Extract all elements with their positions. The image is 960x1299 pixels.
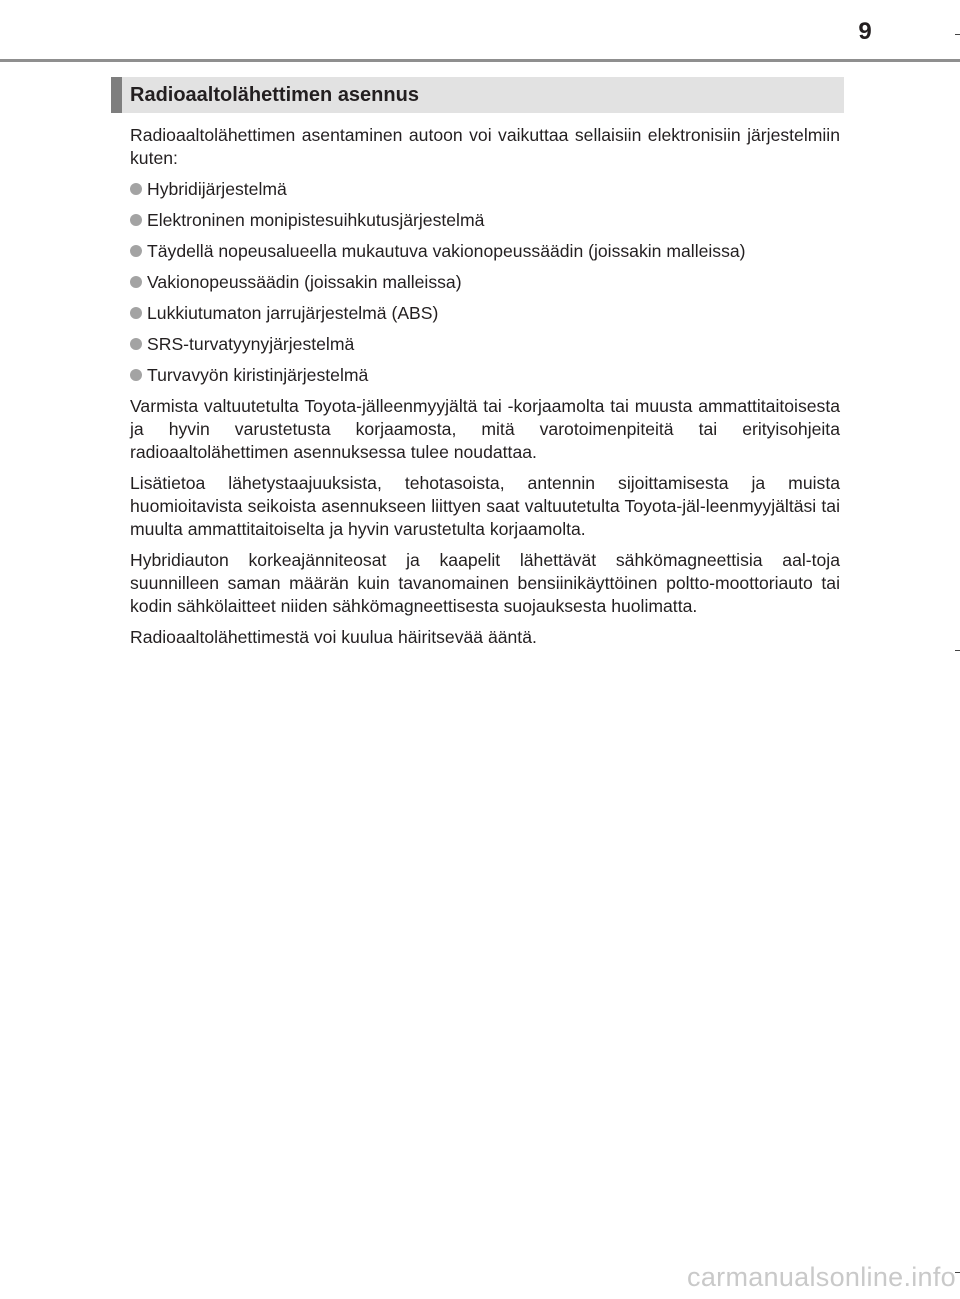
bullet-dot-icon [130, 245, 142, 257]
bullet-dot-icon [130, 214, 142, 226]
list-item [130, 333, 840, 356]
watermark: carmanualsonline.info [687, 1262, 956, 1292]
list-item [130, 240, 840, 263]
body-paragraph: Lisätietoa lähetystaajuuksista, tehotasoista, antennin sijoittamisesta ja muista huomioitavista seikoista asennukseen liittyen saat valtuutetulta Toyota-jäl-leenmyyjältäsi tai muulta ammattitaitoiselta ja hyvin varustetulta korjaamolta. [130, 473, 840, 539]
bullet-dot-icon [130, 276, 142, 288]
bullet-list [130, 178, 840, 387]
list-item [130, 178, 840, 201]
crop-mark-middle [955, 650, 960, 651]
bullet-dot-icon [130, 369, 142, 381]
body-paragraph: Radioaaltolähettimestä voi kuulua häiritsevää ääntä. [130, 627, 537, 647]
body-paragraph: Hybridiauton korkeajänniteosat ja kaapelit lähettävät sähkömagneettisia aal-toja suunnilleen saman määrän kuin tavanomainen bensiinikäyttöinen poltto-moottoriauto tai kodin sähkölaitteet niiden sähkömagneettisesta suojauksesta huolimatta. [130, 550, 840, 616]
list-item-text: Lukkiutumaton jarrujärjestelmä (ABS) [147, 303, 439, 323]
list-item-text: Vakionopeussäädin (joissakin malleissa) [147, 272, 462, 292]
list-item [130, 209, 840, 232]
bullet-dot-icon [130, 183, 142, 195]
body-paragraph: Varmista valtuutetulta Toyota-jälleenmyyjältä tai -korjaamolta tai muusta ammattitaitoisesta ja hyvin varustetusta korjaamosta, mitä varotoimenpiteitä tai erityisohjeita radioaaltolähettimen asennuksessa tulee noudattaa. [130, 396, 840, 462]
list-item [130, 271, 840, 294]
section-header [111, 77, 844, 113]
header-rule [0, 59, 960, 62]
section-title: Radioaaltolähettimen asennus [130, 84, 419, 106]
bullet-dot-icon [130, 338, 142, 350]
crop-mark-top [955, 34, 960, 35]
list-item-text: Turvavyön kiristinjärjestelmä [147, 365, 369, 385]
list-item-text: Elektroninen monipistesuihkutusjärjestelmä [147, 210, 485, 230]
intro-paragraph: Radioaaltolähettimen asentaminen autoon voi vaikuttaa sellaisiin elektronisiin järjestelmiin kuten: [130, 125, 840, 168]
bullet-dot-icon [130, 307, 142, 319]
list-item [130, 364, 840, 387]
list-item-text: SRS-turvatyynyjärjestelmä [147, 334, 355, 354]
page-content [130, 124, 840, 657]
page-number: 9 [858, 18, 872, 45]
list-item-text: Hybridijärjestelmä [147, 179, 287, 199]
list-item-text: Täydellä nopeusalueella mukautuva vakionopeussäädin (joissakin malleissa) [147, 241, 746, 261]
list-item [130, 302, 840, 325]
